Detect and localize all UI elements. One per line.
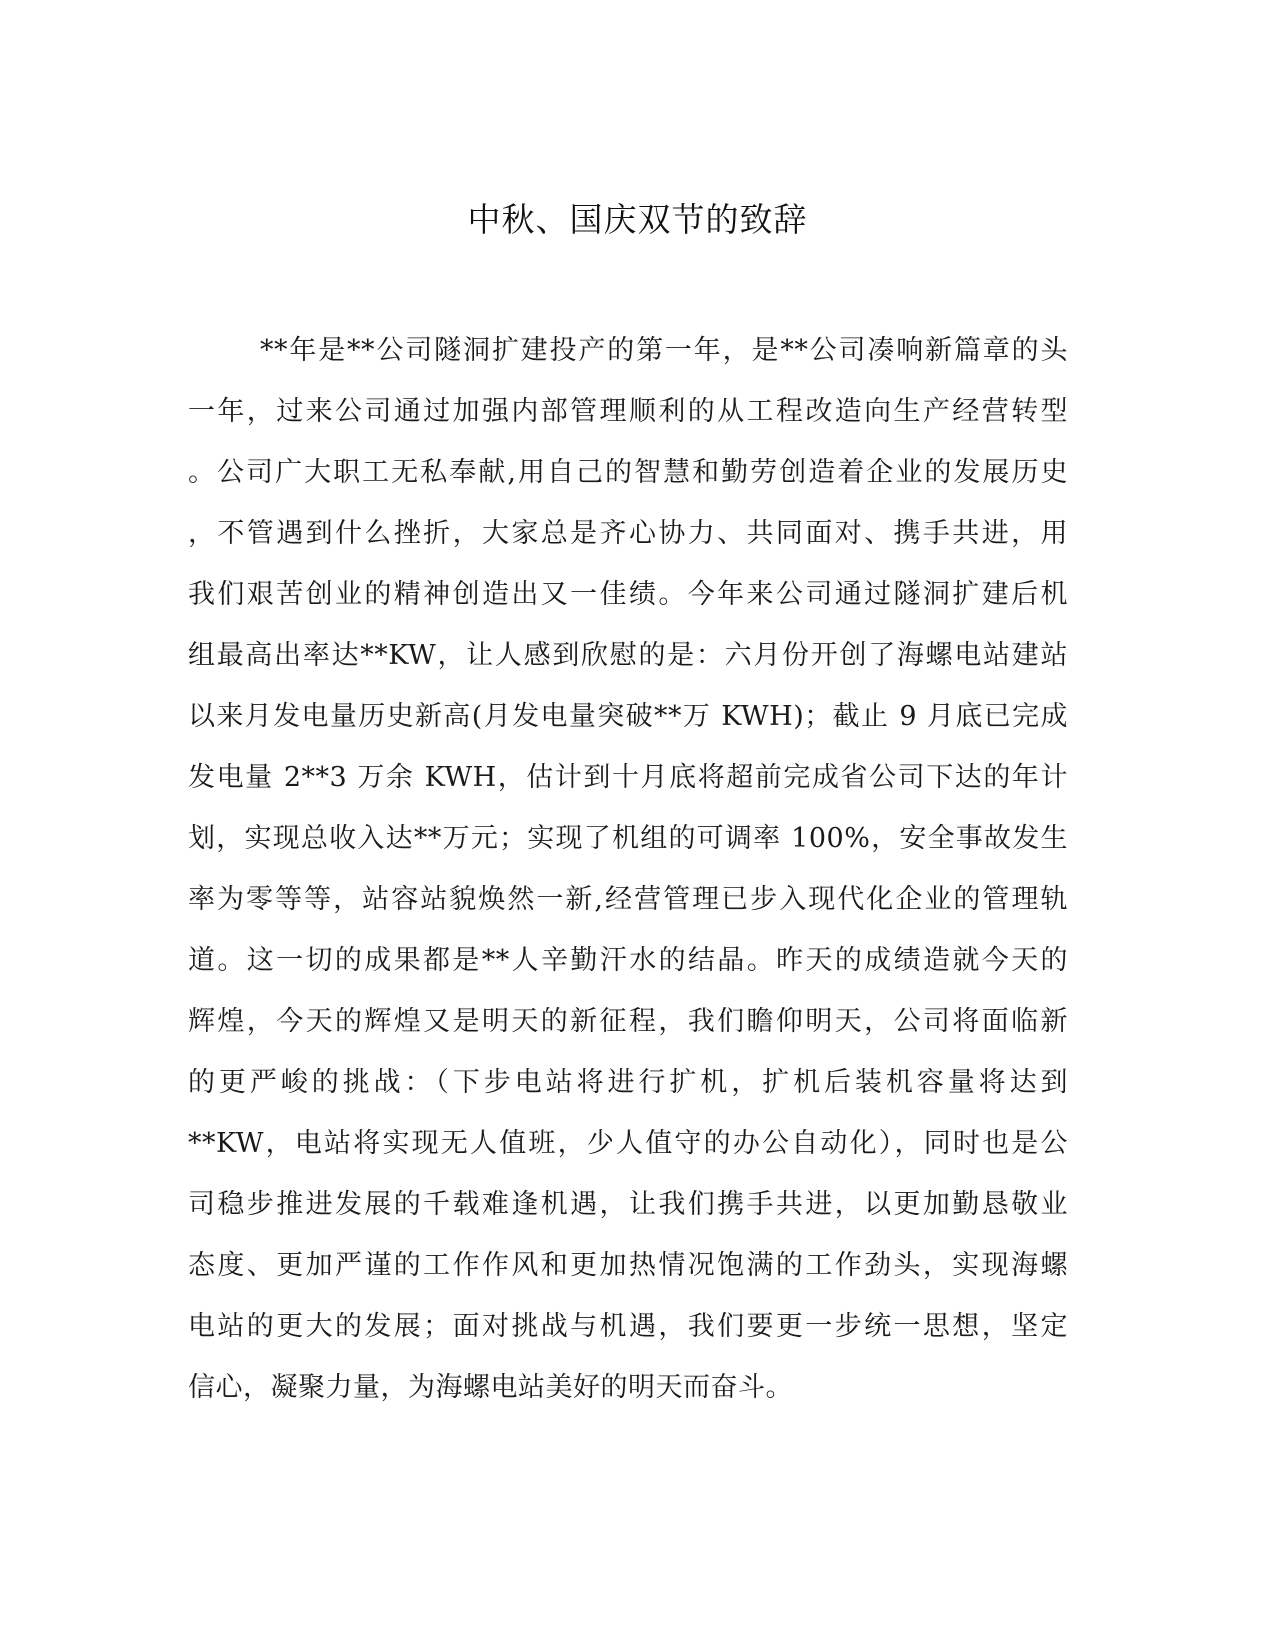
paragraph-line: 电站的更大的发展；面对挑战与机遇，我们要更一步统一思想，坚定 (188, 1311, 1068, 1342)
paragraph-line: 组最高出率达**KW，让人感到欣慰的是：六月份开创了海螺电站建站 (188, 640, 1068, 671)
paragraph-line: 辉煌，今天的辉煌又是明天的新征程，我们瞻仰明天，公司将面临新 (188, 1006, 1068, 1037)
paragraph-line: 划，实现总收入达**万元；实现了机组的可调率 100%，安全事故发生 (188, 823, 1068, 854)
paragraph-line: 道。这一切的成果都是**人辛勤汗水的结晶。昨天的成绩造就今天的 (188, 945, 1068, 976)
paragraph-line: 信心，凝聚力量，为海螺电站美好的明天而奋斗。 (188, 1372, 793, 1403)
paragraph-line: 态度、更加严谨的工作作风和更加热情况饱满的工作劲头，实现海螺 (188, 1250, 1068, 1281)
document-title: 中秋、国庆双节的致辞 (467, 200, 808, 239)
paragraph-line: 一年，过来公司通过加强内部管理顺利的从工程改造向生产经营转型 (188, 396, 1068, 427)
paragraph-line: 。公司广大职工无私奉献,用自己的智慧和勤劳创造着企业的发展历史 (188, 457, 1068, 488)
paragraph-line: 司稳步推进发展的千载难逢机遇，让我们携手共进，以更加勤恳敬业 (188, 1189, 1068, 1220)
paragraph-line: 率为零等等，站容站貌焕然一新,经营管理已步入现代化企业的管理轨 (188, 884, 1068, 915)
paragraph-line: 的更严峻的挑战：（下步电站将进行扩机，扩机后装机容量将达到 (188, 1067, 1068, 1098)
paragraph-line: 我们艰苦创业的精神创造出又一佳绩。今年来公司通过隧洞扩建后机 (188, 579, 1068, 610)
paragraph-line: **年是**公司隧洞扩建投产的第一年，是**公司凑响新篇章的头 (260, 335, 1068, 366)
document-body (188, 320, 1068, 1418)
paragraph-line: 发电量 2**3 万余 KWH，估计到十月底将超前完成省公司下达的年计 (188, 762, 1068, 793)
paragraph-line: 以来月发电量历史新高(月发电量突破**万 KWH)；截止 9 月底已完成 (188, 701, 1068, 732)
paragraph-line: ，不管遇到什么挫折，大家总是齐心协力、共同面对、携手共进，用 (188, 518, 1068, 549)
paragraph-line: **KW，电站将实现无人值班，少人值守的办公自动化），同时也是公 (188, 1128, 1068, 1159)
